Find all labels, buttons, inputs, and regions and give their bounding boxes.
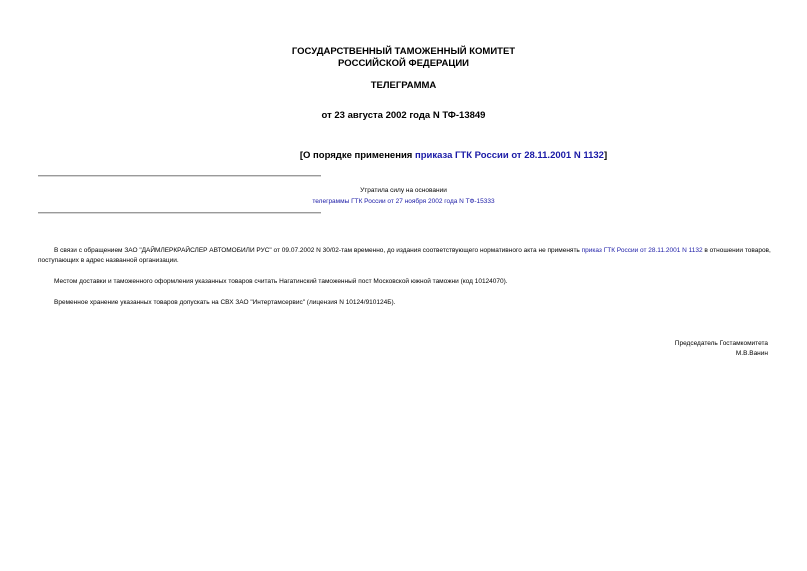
paragraph-1-text: В связи с обращением ЗАО "ДАЙМЛЕРКРАЙСЛЕР АВТОМОБИЛИ РУС" от 09.07.2002 N 30/02-там временно, до издания соответствующего нормативного акта не применять — [54, 247, 582, 254]
divider-top — [38, 175, 321, 177]
document-type: ТЕЛЕГРАММА — [370, 80, 437, 91]
title-order-link[interactable]: приказа ГТК России от 28.11.2001 N 1132 — [414, 150, 604, 161]
signatory-name: М.В.Ванин — [735, 350, 768, 357]
org-name-line1: ГОСУДАРСТВЕННЫЙ ТАМОЖЕННЫЙ КОМИТЕТ — [291, 46, 516, 57]
lost-force-basis — [0, 198, 807, 205]
paragraph-1-tail: в отношении товаров, поступающих в адрес названной организации. — [38, 247, 771, 264]
paragraph-2: Местом доставки и таможенного оформления указанных товаров считать Нагатинский таможенный пост Московской южной таможни (код 10124070). — [54, 278, 508, 285]
paragraph-1-order-link[interactable]: приказ ГТК России от 28.11.2001 N 1132 — [581, 247, 703, 254]
signatory-position: Председатель Гостамкомитета — [674, 340, 768, 347]
document-date: от 23 августа 2002 года N ТФ-13849 — [321, 110, 486, 121]
document-title — [0, 150, 807, 161]
divider-bottom — [38, 212, 321, 214]
title-prefix: [О порядке применения — [299, 150, 415, 161]
title-suffix: ] — [603, 150, 608, 161]
basis-telegram-link[interactable]: телеграммы ГТК России от 27 ноября 2002 года N ТФ-15333 — [312, 198, 495, 205]
paragraph-3: Временное хранение указанных товаров допускать на СВХ ЗАО "Интертамсервис" (лицензия N 10124/910124Б). — [54, 299, 396, 306]
paragraph-1 — [38, 246, 773, 266]
org-name-line2: РОССИЙСКОЙ ФЕДЕРАЦИИ — [337, 58, 469, 69]
lost-force-note: Утратила силу на основании — [360, 187, 447, 194]
